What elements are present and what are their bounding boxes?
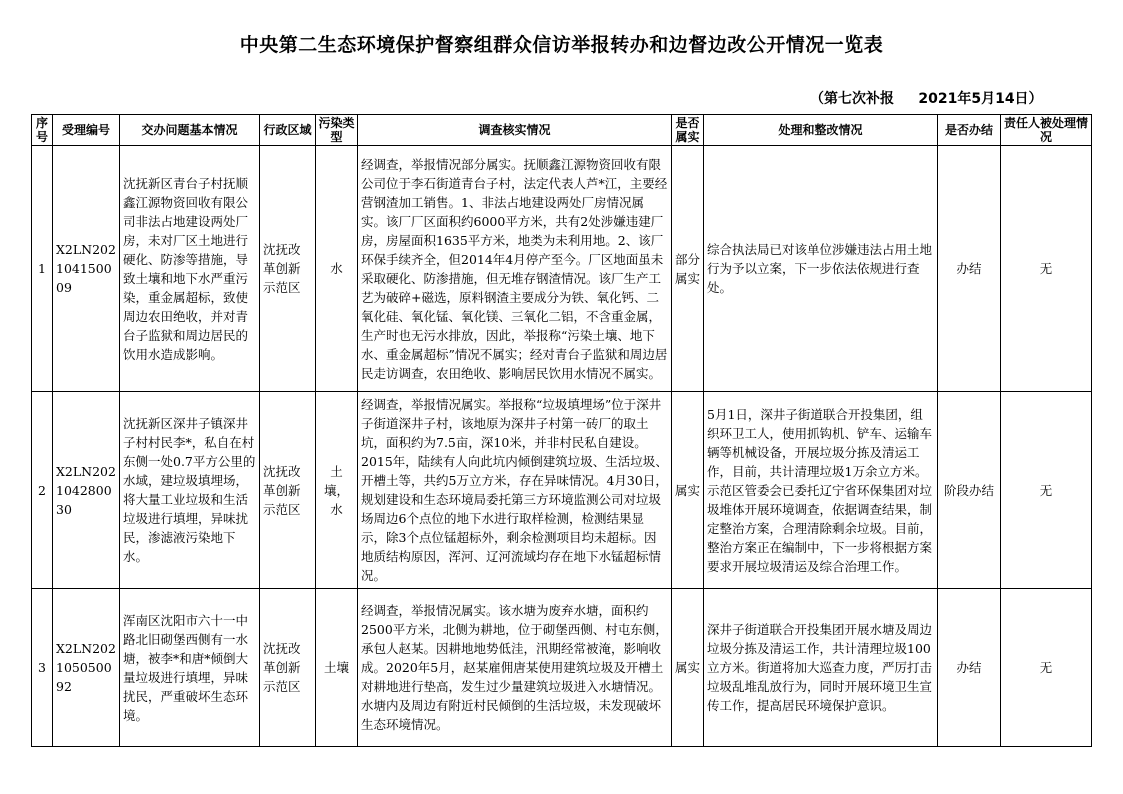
cell-closed: 阶段办结 xyxy=(938,392,1001,589)
report-subtitle: （第七次补报 2021年5月14日） xyxy=(810,91,1043,107)
cell-seq: 1 xyxy=(32,146,53,392)
header-problem: 交办问题基本情况 xyxy=(120,115,260,146)
header-closed: 是否办结 xyxy=(938,115,1001,146)
header-handling: 处理和整改情况 xyxy=(704,115,938,146)
cell-responsible: 无 xyxy=(1001,589,1092,747)
cell-region: 沈抚改革创新示范区 xyxy=(260,146,316,392)
cell-handling: 5月1日，深井子街道联合开投集团，组织环卫工人，使用抓钩机、铲车、运输车辆等机械设备，开展垃圾分拣及清运工作，目前，共计清理垃圾1万余立方米。示范区管委会已委托辽宁省环保集团对垃圾堆体开展环境调查，依据调查结果，制定整治方案，合理清除剩余垃圾。目前，整治方案正在编制中，下一步将根据方案要求开展垃圾清运及综合治理工作。 xyxy=(704,392,938,589)
table-row xyxy=(32,589,1092,747)
cell-code: X2LN202104280030 xyxy=(53,392,120,589)
cell-handling: 综合执法局已对该单位涉嫌违法占用土地行为予以立案，下一步依法依规进行查处。 xyxy=(704,146,938,392)
header-verified: 是否属实 xyxy=(672,115,704,146)
header-region: 行政区域 xyxy=(260,115,316,146)
table-row xyxy=(32,392,1092,589)
header-code: 受理编号 xyxy=(53,115,120,146)
cell-problem: 浑南区沈阳市六十一中路北旧砌堡西侧有一水塘，被李*和唐*倾倒大量垃圾进行填埋，异味扰民，严重破坏生态环境。 xyxy=(120,589,260,747)
cell-closed: 办结 xyxy=(938,589,1001,747)
header-pollution: 污染类型 xyxy=(316,115,358,146)
cell-problem: 沈抚新区深井子镇深井子村村民李*，私自在村东侧一处0.7平方公里的水域，建垃圾填埋场，将大量工业垃圾和生活垃圾进行填埋，异味扰民，渗滤液污染地下水。 xyxy=(120,392,260,589)
cell-code: X2LN202104150009 xyxy=(53,146,120,392)
page-title: 中央第二生态环境保护督察组群众信访举报转办和边督边改公开情况一览表 xyxy=(239,34,884,56)
cell-responsible: 无 xyxy=(1001,392,1092,589)
cell-handling: 深井子街道联合开投集团开展水塘及周边垃圾分拣及清运工作，共计清理垃圾100立方米。街道将加大巡查力度，严厉打击垃圾乱堆乱放行为，同时开展环境卫生宣传工作，提高居民环境保护意识。 xyxy=(704,589,938,747)
header-seq: 序号 xyxy=(32,115,53,146)
cell-region: 沈抚改革创新示范区 xyxy=(260,589,316,747)
header-responsible: 责任人被处理情况 xyxy=(1001,115,1092,146)
cell-pollution: 土壤 xyxy=(316,589,358,747)
cell-responsible: 无 xyxy=(1001,146,1092,392)
report-table xyxy=(31,114,1092,747)
cell-investigation: 经调查，举报情况属实。举报称“垃圾填埋场”位于深井子街道深井子村，该地原为深井子村第一砖厂的取土坑，面积约为7.5亩，深10米，并非村民私自建设。2015年，陆续有人向此坑内倾倒建筑垃圾、生活垃圾、开槽土等，共约5万立方米，存在异味情况。4月30日，规划建设和生态环境局委托第三方环境监测公司对垃圾场周边6个点位的地下水进行取样检测，检测结果显示，除3个点位锰超标外，剩余检测项目均未超标。因地质结构原因，浑河、辽河流域均存在地下水锰超标情况。 xyxy=(358,392,672,589)
cell-investigation: 经调查，举报情况属实。该水塘为废弃水塘，面积约2500平方米，北侧为耕地，位于砌堡西侧、村屯东侧，承包人赵某。因耕地地势低洼，汛期经常被淹，影响收成。2020年5月，赵某雇佣唐某使用建筑垃圾及开槽土对耕地进行垫高，发生过少量建筑垃圾进入水塘情况。水塘内及周边有附近村民倾倒的生活垃圾，未发现破坏生态环境情况。 xyxy=(358,589,672,747)
header-row xyxy=(32,115,1092,146)
header-investigation: 调查核实情况 xyxy=(358,115,672,146)
cell-region: 沈抚改革创新示范区 xyxy=(260,392,316,589)
cell-verified: 属实 xyxy=(672,392,704,589)
cell-problem: 沈抚新区青台子村抚顺鑫江源物资回收有限公司非法占地建设两处厂房，未对厂区土地进行硬化、防渗等措施，导致土壤和地下水严重污染，重金属超标，致使周边农田绝收，并对青台子监狱和周边居民的饮用水造成影响。 xyxy=(120,146,260,392)
cell-seq: 2 xyxy=(32,392,53,589)
cell-pollution: 土壤，水 xyxy=(316,392,358,589)
cell-verified: 部分属实 xyxy=(672,146,704,392)
cell-pollution: 水 xyxy=(316,146,358,392)
cell-investigation: 经调查，举报情况部分属实。抚顺鑫江源物资回收有限公司位于李石街道青台子村，法定代表人芦*江，主要经营钢渣加工销售。1、非法占地建设两处厂房情况属实。该厂厂区面积约6000平方米，共有2处涉嫌违建厂房，房屋面积1635平方米，地类为未利用地。2、该厂环保手续齐全，但2014年4月停产至今。厂区地面虽未采取硬化、防渗措施，但无堆存钢渣情况。该厂生产工艺为破碎+磁选，原料钢渣主要成分为铁、氧化钙、二氧化硅、氧化锰、氧化镁、三氧化二铝，不含重金属，生产时也无污水排放，因此，举报称“污染土壤、地下水、重金属超标”情况不属实；经对青台子监狱和周边居民走访调查，农田绝收、影响居民饮用水情况不属实。 xyxy=(358,146,672,392)
cell-closed: 办结 xyxy=(938,146,1001,392)
cell-code: X2LN202105050092 xyxy=(53,589,120,747)
table-row xyxy=(32,146,1092,392)
cell-seq: 3 xyxy=(32,589,53,747)
cell-verified: 属实 xyxy=(672,589,704,747)
